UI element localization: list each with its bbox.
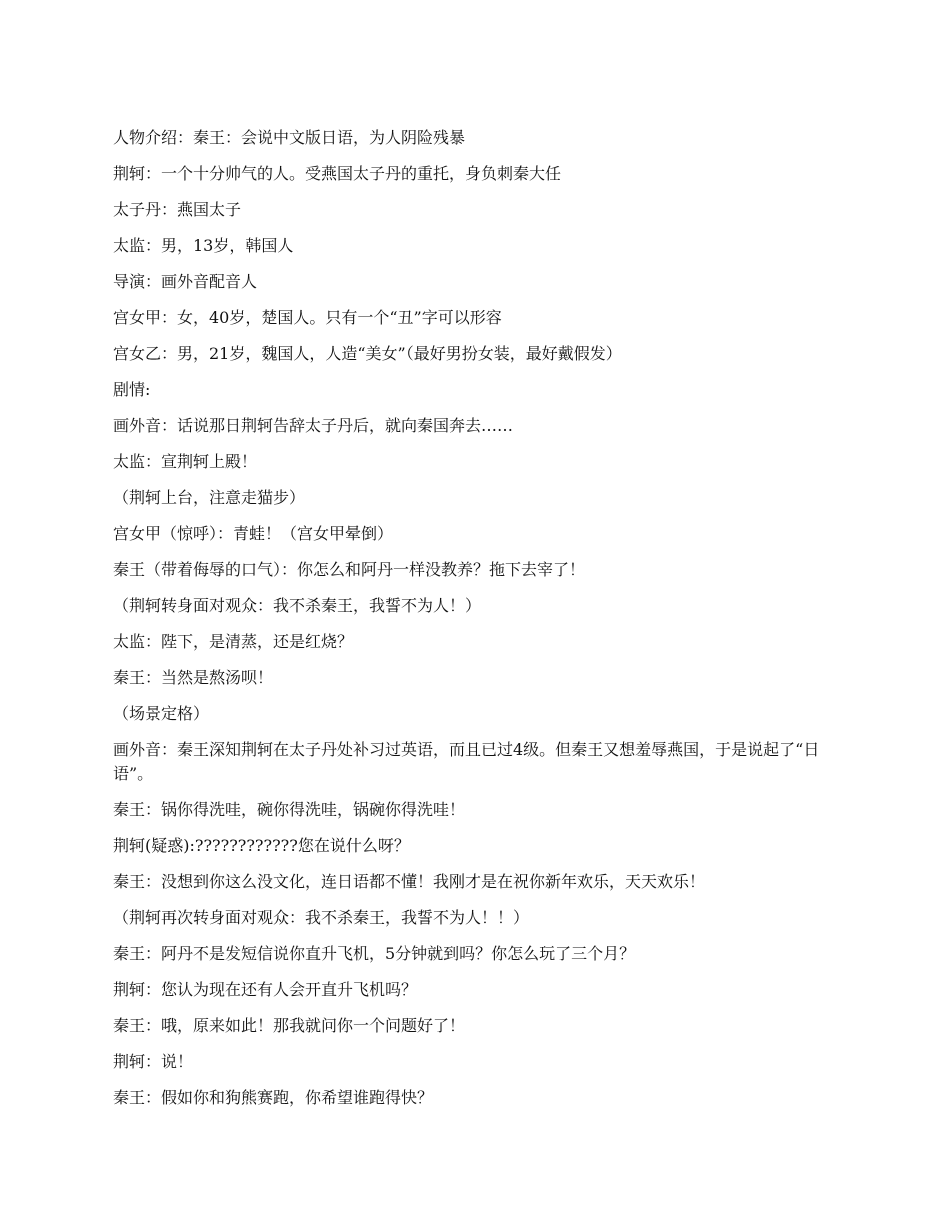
text-line: 荆轲：说！	[113, 1052, 194, 1071]
text-line: 太监：陛下，是清蒸，还是红烧？	[113, 632, 354, 651]
text-line: 秦王：哦，原来如此！那我就问你一个问题好了！	[113, 1016, 466, 1035]
text-line: 太监：宣荆轲上殿！	[113, 452, 258, 471]
text-line: 剧情:	[113, 380, 151, 399]
text-line: （荆轲再次转身面对观众：我不杀秦王，我誓不为人！！）	[113, 908, 530, 927]
text-line: 画外音：话说那日荆轲告辞太子丹后，就向秦国奔去……	[113, 416, 514, 435]
text-line: 荆轲(疑惑):????????????您在说什么呀？	[113, 836, 410, 855]
text-line: 秦王（带着侮辱的口气）：你怎么和阿丹一样没教养？拖下去宰了！	[113, 560, 586, 579]
text-line: 秦王：没想到你这么没文化，连日语都不懂！我刚才是在祝你新年欢乐，天天欢乐！	[113, 872, 706, 891]
text-line: 画外音：秦王深知荆轲在太子丹处补习过英语，而且已过4级。但秦王又想羞辱燕国，于是说起了“日语”。	[113, 740, 820, 783]
text-line: （荆轲转身面对观众：我不杀秦王，我誓不为人！）	[113, 596, 482, 615]
text-line: 荆轲：一个十分帅气的人。受燕国太子丹的重托，身负刺秦大任	[113, 164, 562, 183]
text-line: 导演：画外音配音人	[113, 272, 258, 291]
text-line: （荆轲上台，注意走猫步）	[113, 488, 306, 507]
text-line: 秦王：阿丹不是发短信说你直升飞机，5分钟就到吗？你怎么玩了三个月？	[113, 944, 636, 963]
text-line: （场景定格）	[113, 704, 210, 723]
text-line: 宫女甲：女，40岁，楚国人。只有一个“丑”字可以形容	[113, 308, 502, 327]
text-line: 人物介绍：秦王：会说中文版日语，为人阴险残暴	[113, 128, 466, 147]
text-line: 宫女甲（惊呼）：青蛙！（宫女甲晕倒）	[113, 524, 394, 543]
text-line: 太监：男，13岁，韩国人	[113, 236, 294, 255]
text-line: 太子丹：燕国太子	[113, 200, 242, 219]
text-line: 秦王：假如你和狗熊赛跑，你希望谁跑得快？	[113, 1088, 434, 1107]
text-line: 荆轲：您认为现在还有人会开直升飞机吗？	[113, 980, 418, 999]
document-body	[113, 126, 843, 1122]
text-line: 秦王：锅你得洗哇，碗你得洗哇，锅碗你得洗哇！	[113, 800, 466, 819]
text-line: 秦王：当然是熬汤呗！	[113, 668, 274, 687]
text-line: 宫女乙：男，21岁，魏国人，人造“美女”（最好男扮女装，最好戴假发）	[113, 344, 622, 363]
